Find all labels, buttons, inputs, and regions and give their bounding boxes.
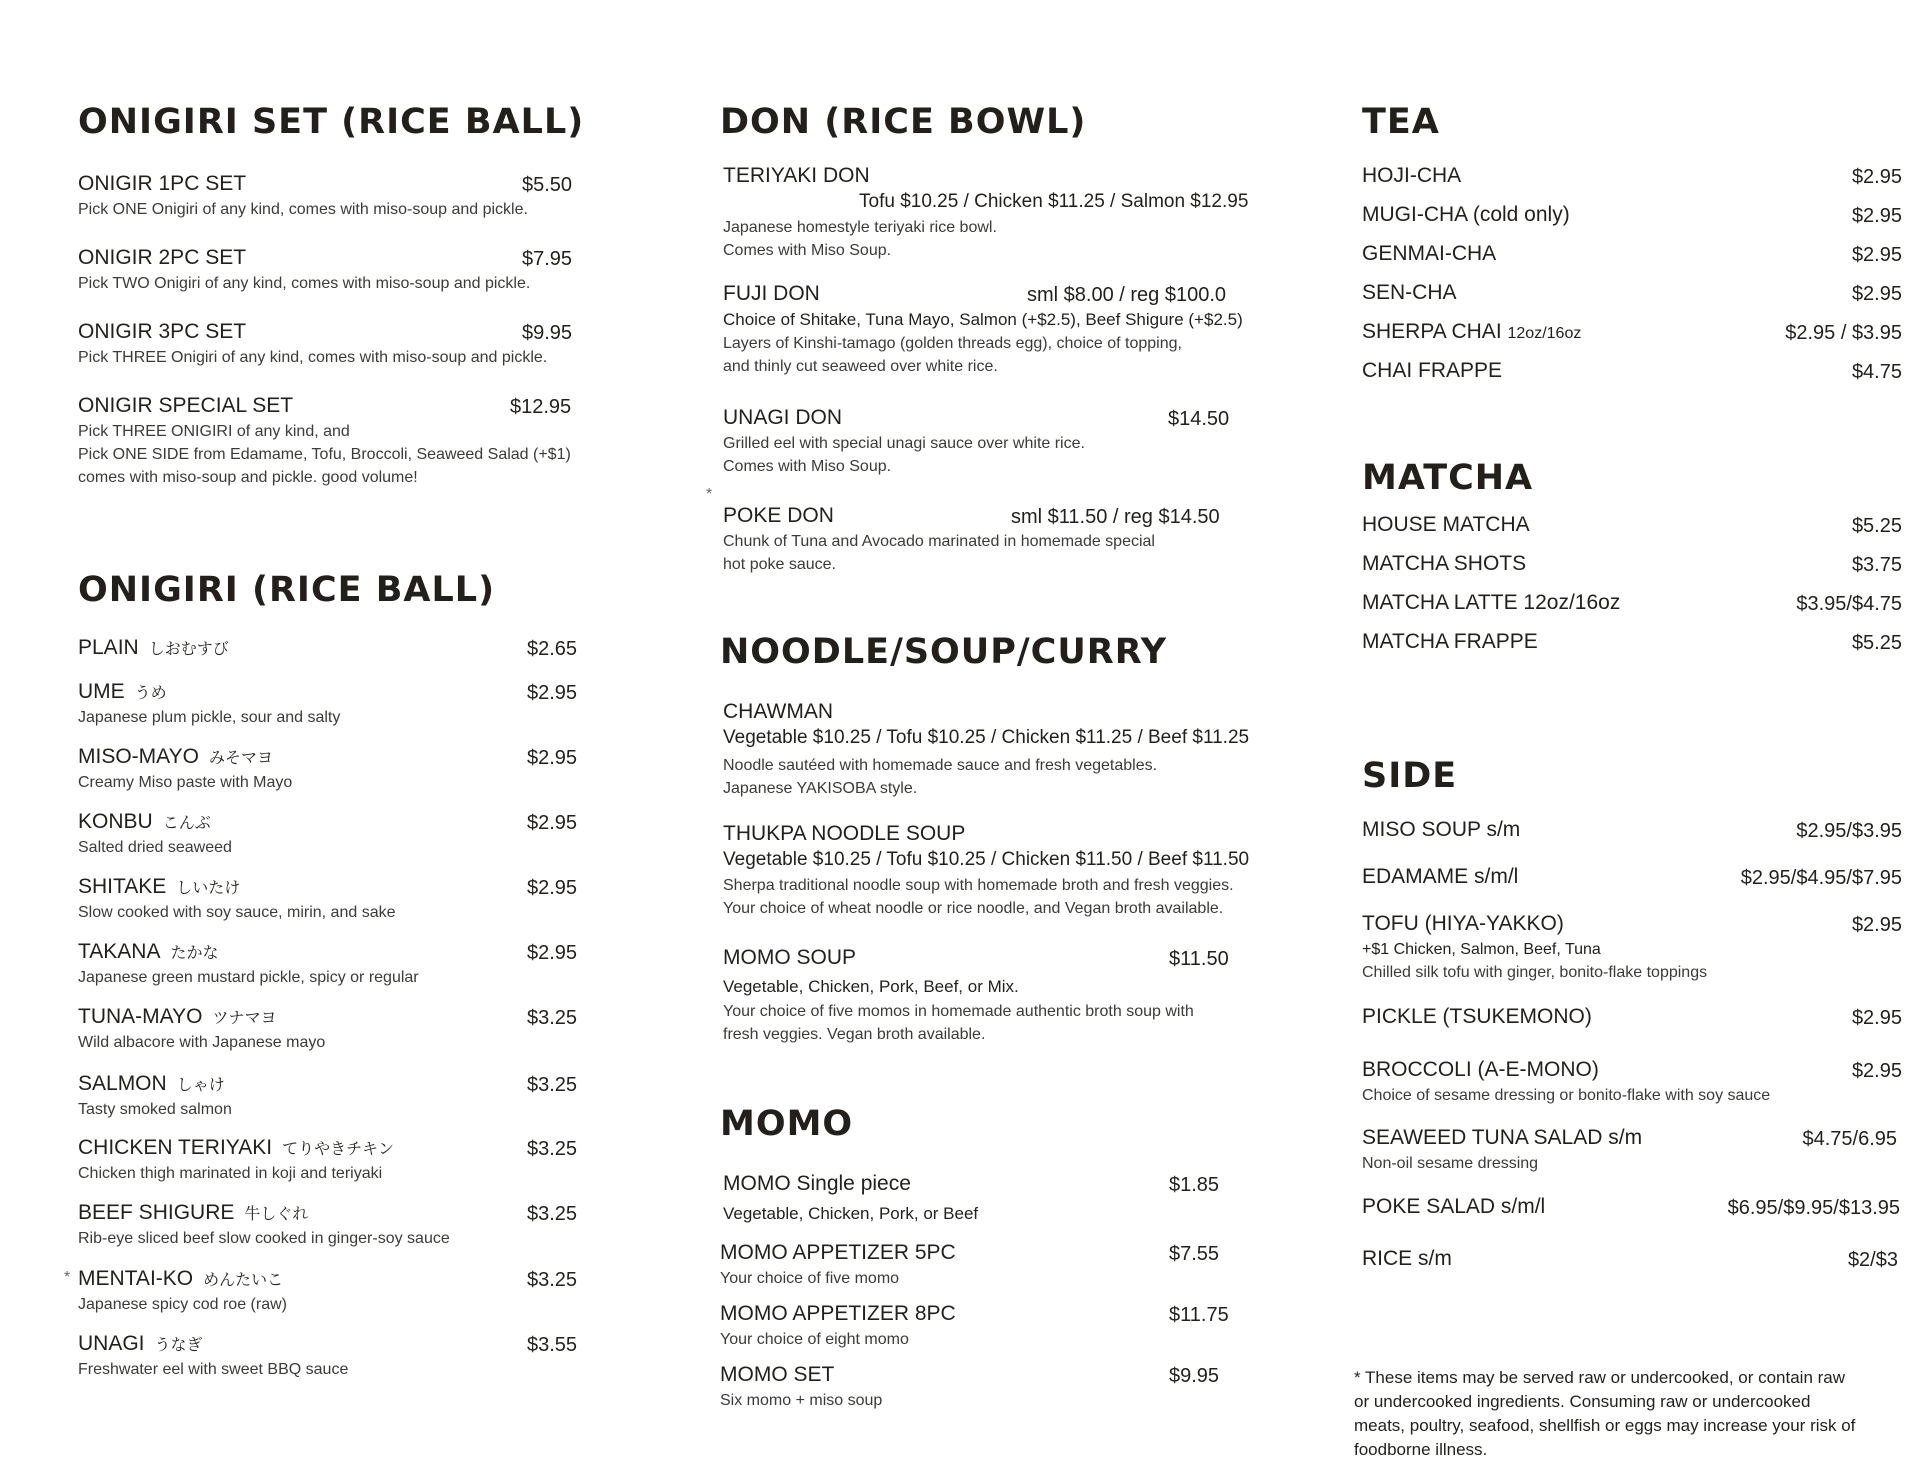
momo-heading: MOMO bbox=[720, 1104, 854, 1144]
menu-item bbox=[723, 282, 1280, 378]
item-description: Grilled eel with special unagi sauce over white rice. bbox=[723, 435, 1085, 452]
footnote-line: foodborne illness. bbox=[1354, 1440, 1488, 1459]
item-name: FUJI DON bbox=[723, 282, 820, 305]
menu-item bbox=[723, 946, 1280, 1046]
raw-item-asterisk: * bbox=[706, 486, 713, 503]
menu-item bbox=[1362, 242, 1902, 268]
don-heading: DON (RICE BOWL) bbox=[720, 102, 1087, 142]
menu-item bbox=[723, 164, 1280, 262]
menu-item bbox=[1362, 552, 1902, 578]
menu-item bbox=[1362, 630, 1902, 656]
item-price: $14.50 bbox=[1168, 408, 1230, 430]
item-description: Pick ONE SIDE from Edamame, Tofu, Broccoli, Seaweed Salad (+$1) bbox=[78, 446, 571, 463]
item-name: TERIYAKI DON bbox=[723, 164, 870, 187]
item-name: POKE DON bbox=[723, 504, 834, 527]
menu-item bbox=[78, 1332, 618, 1381]
item-japanese-name: ツナマヨ bbox=[212, 1010, 277, 1027]
tea-heading: TEA bbox=[1362, 102, 1440, 142]
item-price: $4.75/6.95 bbox=[1802, 1128, 1897, 1150]
item-name: UNAGI うなぎ bbox=[78, 1332, 203, 1355]
item-japanese-name: うなぎ bbox=[154, 1337, 203, 1354]
item-description: Pick THREE Onigiri of any kind, comes with miso-soup and pickle. bbox=[78, 349, 548, 366]
item-price: $3.25 bbox=[527, 1074, 578, 1096]
item-name: MATCHA LATTE 12oz/16oz bbox=[1362, 591, 1621, 614]
item-description: Slow cooked with soy sauce, mirin, and sake bbox=[78, 904, 396, 921]
item-name: CHICKEN TERIYAKI てりやきチキン bbox=[78, 1136, 394, 1159]
item-name: EDAMAME s/m/l bbox=[1362, 865, 1519, 888]
item-description: Chunk of Tuna and Avocado marinated in homemade special bbox=[723, 533, 1155, 550]
menu-item bbox=[723, 700, 1280, 800]
matcha-heading: MATCHA bbox=[1362, 458, 1534, 498]
item-price: $5.25 bbox=[1851, 515, 1902, 537]
item-name: BEEF SHIGURE 牛しぐれ bbox=[78, 1201, 309, 1224]
item-name: MOMO Single piece bbox=[723, 1172, 911, 1195]
item-name: BROCCOLI (A-E-MONO) bbox=[1362, 1058, 1599, 1081]
onigiri-heading: ONIGIRI (RICE BALL) bbox=[78, 570, 496, 610]
menu-item bbox=[1362, 320, 1902, 346]
menu-item bbox=[1362, 912, 1902, 984]
item-description: and thinly cut seaweed over white rice. bbox=[723, 358, 998, 375]
menu-item bbox=[723, 1172, 1280, 1230]
item-name: HOJI-CHA bbox=[1362, 164, 1462, 187]
item-price: $2.95 bbox=[527, 682, 578, 704]
item-price: sml $11.50 / reg $14.50 bbox=[1011, 506, 1220, 528]
item-description: Salted dried seaweed bbox=[78, 839, 232, 856]
item-price: sml $8.00 / reg $100.0 bbox=[1027, 284, 1227, 306]
item-price: $2.95 bbox=[1851, 166, 1902, 188]
item-description: Japanese spicy cod roe (raw) bbox=[78, 1296, 287, 1313]
item-price: $7.55 bbox=[1169, 1243, 1220, 1265]
item-japanese-name: しゃけ bbox=[176, 1077, 225, 1094]
menu-item bbox=[78, 172, 618, 221]
item-name: MUGI-CHA (cold only) bbox=[1362, 203, 1570, 226]
item-options: Vegetable $10.25 / Tofu $10.25 / Chicken $11.50 / Beef $11.50 bbox=[723, 849, 1250, 870]
item-description: Wild albacore with Japanese mayo bbox=[78, 1034, 326, 1051]
item-description: Choice of sesame dressing or bonito-flake with soy sauce bbox=[1362, 1087, 1771, 1104]
item-description: Your choice of wheat noodle or rice noodle, and Vegan broth available. bbox=[723, 900, 1224, 917]
item-description: hot poke sauce. bbox=[723, 556, 836, 573]
item-description: comes with miso-soup and pickle. good volume! bbox=[78, 469, 418, 486]
item-name: TAKANA たかな bbox=[78, 940, 219, 963]
menu-item bbox=[78, 810, 618, 859]
menu-item bbox=[720, 1363, 1280, 1412]
item-description: Japanese homestyle teriyaki rice bowl. bbox=[723, 219, 997, 236]
item-options: Vegetable $10.25 / Tofu $10.25 / Chicken $11.25 / Beef $11.25 bbox=[723, 727, 1250, 748]
item-name: SEN-CHA bbox=[1362, 281, 1457, 304]
item-price: $3.25 bbox=[527, 1203, 578, 1225]
item-description: Pick THREE ONIGIRI of any kind, and bbox=[78, 423, 350, 440]
menu-item bbox=[1362, 359, 1902, 385]
menu-item bbox=[720, 1302, 1280, 1351]
menu-item bbox=[78, 1136, 618, 1185]
item-name: MOMO SET bbox=[720, 1363, 835, 1386]
item-description: Rib-eye sliced beef slow cooked in ginger-soy sauce bbox=[78, 1230, 450, 1247]
item-name: MOMO APPETIZER 5PC bbox=[720, 1241, 956, 1264]
item-name: UME うめ bbox=[78, 680, 167, 703]
menu-item bbox=[78, 246, 618, 295]
item-name: KONBU こんぶ bbox=[78, 810, 211, 833]
menu-item bbox=[1362, 1195, 1900, 1221]
item-name: SHERPA CHAI 12oz/16oz bbox=[1362, 320, 1582, 343]
item-price: $3.25 bbox=[527, 1269, 578, 1291]
menu-item bbox=[1362, 203, 1902, 229]
item-name: MOMO SOUP bbox=[723, 946, 857, 969]
item-japanese-name: てりやきチキン bbox=[282, 1141, 394, 1158]
item-price: $11.50 bbox=[1169, 948, 1229, 970]
item-price: $2.65 bbox=[527, 638, 578, 660]
item-name: UNAGI DON bbox=[723, 406, 843, 429]
item-name: ONIGIR 1PC SET bbox=[78, 172, 247, 195]
item-name: RICE s/m bbox=[1362, 1247, 1452, 1270]
item-price: $2.95 bbox=[1851, 205, 1902, 227]
item-size: 12oz/16oz bbox=[1507, 325, 1582, 342]
footnote-line: * These items may be served raw or undercooked, or contain raw bbox=[1354, 1368, 1846, 1387]
item-name: MISO SOUP s/m bbox=[1362, 818, 1521, 841]
menu-item bbox=[78, 1072, 618, 1121]
item-price: $5.50 bbox=[522, 174, 573, 196]
item-name: TOFU (HIYA-YAKKO) bbox=[1362, 912, 1564, 935]
menu-item bbox=[1362, 818, 1902, 844]
item-description: Japanese plum pickle, sour and salty bbox=[78, 709, 341, 726]
item-japanese-name: しおむすび bbox=[148, 641, 229, 658]
side-heading: SIDE bbox=[1362, 756, 1458, 796]
item-options: Choice of Shitake, Tuna Mayo, Salmon (+$2.5), Beef Shigure (+$2.5) bbox=[723, 310, 1243, 329]
menu-item bbox=[723, 822, 1280, 920]
item-name: CHAWMAN bbox=[723, 700, 834, 723]
menu-item bbox=[78, 745, 618, 794]
item-price: $9.95 bbox=[1169, 1365, 1220, 1387]
menu-item bbox=[78, 1201, 618, 1250]
menu-item bbox=[78, 1005, 618, 1054]
noodle-heading: NOODLE/SOUP/CURRY bbox=[720, 632, 1168, 672]
item-price: $6.95/$9.95/$13.95 bbox=[1727, 1197, 1900, 1219]
menu-item bbox=[1362, 591, 1902, 617]
menu-item bbox=[1362, 1247, 1898, 1273]
item-description: Creamy Miso paste with Mayo bbox=[78, 774, 293, 791]
item-name: SHITAKE しいたけ bbox=[78, 875, 241, 898]
menu-item bbox=[78, 940, 618, 989]
item-description: Japanese green mustard pickle, spicy or regular bbox=[78, 969, 419, 986]
menu-item bbox=[78, 875, 618, 924]
item-name: SALMON しゃけ bbox=[78, 1072, 225, 1095]
item-name: PICKLE (TSUKEMONO) bbox=[1362, 1005, 1592, 1028]
raw-item-asterisk: * bbox=[64, 1269, 71, 1286]
item-japanese-name: しいたけ bbox=[176, 880, 241, 897]
menu-item bbox=[1362, 865, 1902, 891]
item-price: $2.95 bbox=[1851, 244, 1902, 266]
item-name: TUNA-MAYO ツナマヨ bbox=[78, 1005, 277, 1028]
item-description: Pick TWO Onigiri of any kind, comes with miso-soup and pickle. bbox=[78, 275, 531, 292]
item-price: $2.95 bbox=[1851, 1007, 1902, 1029]
item-price: $3.75 bbox=[1851, 554, 1902, 576]
item-price: $2.95 bbox=[527, 942, 578, 964]
item-description: Your choice of eight momo bbox=[720, 1331, 909, 1348]
item-description: Comes with Miso Soup. bbox=[723, 242, 892, 259]
item-japanese-name: 牛しぐれ bbox=[244, 1206, 309, 1223]
menu-item bbox=[64, 1267, 618, 1316]
item-description: fresh veggies. Vegan broth available. bbox=[723, 1026, 986, 1043]
menu-item bbox=[720, 1241, 1280, 1290]
item-name: SEAWEED TUNA SALAD s/m bbox=[1362, 1126, 1643, 1149]
menu-item bbox=[706, 486, 1280, 576]
item-price: $2/$3 bbox=[1847, 1249, 1898, 1271]
item-price: $2.95/$4.95/$7.95 bbox=[1740, 867, 1902, 889]
item-name: HOUSE MATCHA bbox=[1362, 513, 1530, 536]
item-name: MENTAI-KO めんたいこ bbox=[78, 1267, 284, 1290]
item-price: $4.75 bbox=[1851, 361, 1902, 383]
item-price: $3.95/$4.75 bbox=[1796, 593, 1902, 615]
menu-item bbox=[78, 636, 618, 662]
item-japanese-name: みそマヨ bbox=[208, 750, 273, 767]
item-price: $11.75 bbox=[1169, 1304, 1229, 1326]
item-price: $9.95 bbox=[522, 322, 573, 344]
item-price: $2.95 bbox=[527, 877, 578, 899]
menu-item bbox=[1362, 1058, 1902, 1107]
raw-food-footnote bbox=[1354, 1366, 1894, 1462]
item-options: Vegetable, Chicken, Pork, or Beef bbox=[723, 1204, 979, 1223]
item-description: Layers of Kinshi-tamago (golden threads egg), choice of topping, bbox=[723, 335, 1182, 352]
item-price: $7.95 bbox=[522, 248, 573, 270]
item-description: Sherpa traditional noodle soup with homemade broth and fresh veggies. bbox=[723, 877, 1234, 894]
item-price: $2.95/$3.95 bbox=[1796, 820, 1902, 842]
menu-item bbox=[1362, 513, 1902, 539]
item-japanese-name: たかな bbox=[170, 945, 219, 962]
item-description: Tasty smoked salmon bbox=[78, 1101, 232, 1118]
item-name: MISO-MAYO みそマヨ bbox=[78, 745, 273, 768]
item-price: $12.95 bbox=[510, 396, 572, 418]
item-japanese-name: うめ bbox=[134, 685, 167, 702]
menu-item bbox=[1362, 164, 1902, 190]
item-price: $5.25 bbox=[1851, 632, 1902, 654]
item-name: MATCHA FRAPPE bbox=[1362, 630, 1538, 653]
menu-item bbox=[1362, 1005, 1902, 1031]
onigiri-set-heading: ONIGIRI SET (RICE BALL) bbox=[78, 102, 585, 142]
item-description: Comes with Miso Soup. bbox=[723, 458, 892, 475]
item-price: $2.95 bbox=[527, 747, 578, 769]
item-description: Chilled silk tofu with ginger, bonito-flake toppings bbox=[1362, 964, 1708, 981]
item-name: ONIGIR 2PC SET bbox=[78, 246, 247, 269]
menu-item bbox=[1362, 1126, 1897, 1175]
item-name: MOMO APPETIZER 8PC bbox=[720, 1302, 956, 1325]
item-options: Tofu $10.25 / Chicken $11.25 / Salmon $12.95 bbox=[859, 191, 1249, 212]
item-description: Non-oil sesame dressing bbox=[1362, 1155, 1539, 1172]
footnote-line: or undercooked ingredients. Consuming raw or undercooked bbox=[1354, 1392, 1811, 1411]
footnote-line: meats, poultry, seafood, shellfish or eggs may increase your risk of bbox=[1354, 1416, 1856, 1435]
item-price: $2.95 bbox=[1851, 283, 1902, 305]
item-name: THUKPA NOODLE SOUP bbox=[723, 822, 966, 845]
item-price: $3.25 bbox=[527, 1007, 578, 1029]
item-price: $3.25 bbox=[527, 1138, 578, 1160]
item-name: ONIGIR 3PC SET bbox=[78, 320, 247, 343]
item-name: MATCHA SHOTS bbox=[1362, 552, 1527, 575]
item-name: CHAI FRAPPE bbox=[1362, 359, 1503, 382]
item-name: POKE SALAD s/m/l bbox=[1362, 1195, 1546, 1218]
item-name: ONIGIR SPECIAL SET bbox=[78, 394, 294, 417]
item-price: $3.55 bbox=[527, 1334, 578, 1356]
item-price: $2.95 / $3.95 bbox=[1785, 322, 1902, 344]
item-name: GENMAI-CHA bbox=[1362, 242, 1497, 265]
item-options: Vegetable, Chicken, Pork, Beef, or Mix. bbox=[723, 977, 1019, 996]
item-price: $2.95 bbox=[1851, 1060, 1902, 1082]
item-description: Pick ONE Onigiri of any kind, comes with miso-soup and pickle. bbox=[78, 201, 528, 218]
item-description: Six momo + miso soup bbox=[720, 1392, 883, 1409]
item-options: +$1 Chicken, Salmon, Beef, Tuna bbox=[1362, 941, 1601, 958]
menu-item bbox=[78, 320, 618, 369]
item-description: Japanese YAKISOBA style. bbox=[723, 780, 918, 797]
menu-item bbox=[1362, 281, 1902, 307]
item-price: $2.95 bbox=[527, 812, 578, 834]
menu-item bbox=[78, 680, 618, 729]
item-description: Chicken thigh marinated in koji and teriyaki bbox=[78, 1165, 383, 1182]
item-name: PLAIN しおむすび bbox=[78, 636, 229, 659]
item-price: $1.85 bbox=[1169, 1174, 1220, 1196]
item-description: Noodle sautéed with homemade sauce and fresh vegetables. bbox=[723, 757, 1158, 774]
item-description: Freshwater eel with sweet BBQ sauce bbox=[78, 1361, 349, 1378]
menu-item bbox=[78, 394, 618, 489]
item-japanese-name: こんぶ bbox=[162, 815, 211, 832]
menu-item bbox=[723, 406, 1280, 478]
item-price: $2.95 bbox=[1851, 914, 1902, 936]
item-description: Your choice of five momo bbox=[720, 1270, 900, 1287]
item-japanese-name: めんたいこ bbox=[203, 1272, 284, 1289]
item-description: Your choice of five momos in homemade authentic broth soup with bbox=[723, 1003, 1194, 1020]
